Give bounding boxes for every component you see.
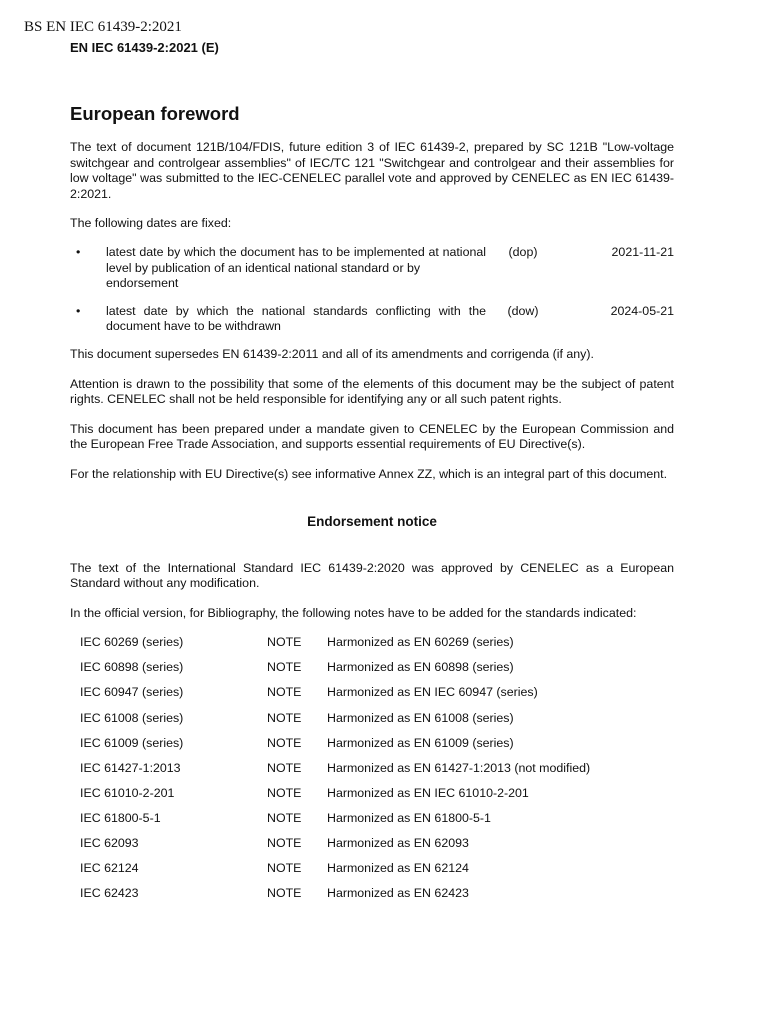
standard-cell: IEC 61009 (series) — [80, 735, 184, 750]
date-code: (dow) — [507, 303, 539, 318]
standard-cell: IEC 61427-1:2013 — [80, 760, 181, 775]
harmonized-cell: Harmonized as EN 61008 (series) — [327, 710, 514, 725]
standard-cell: IEC 60898 (series) — [80, 660, 184, 675]
bibliography-intro-paragraph: In the official version, for Bibliography, the following notes have to be added for the standards indicated: — [70, 605, 637, 620]
harmonized-cell: Harmonized as EN 61009 (series) — [327, 735, 514, 750]
endorsement-title: Endorsement notice — [307, 513, 437, 529]
date-value: 2024-05-21 — [610, 303, 674, 318]
table-row — [80, 685, 667, 710]
date-description-line2: level by publication of an identical national standard or by endorsement — [106, 260, 421, 291]
table-row — [80, 836, 667, 861]
note-label-cell: NOTE — [267, 760, 302, 775]
table-row — [80, 635, 667, 660]
date-item-dop — [70, 245, 674, 292]
harmonized-cell: Harmonized as EN IEC 60947 (series) — [327, 685, 538, 700]
dates-list — [70, 245, 674, 335]
foreword-intro-paragraph: The text of document 121B/104/FDIS, future edition 3 of IEC 61439-2, prepared by SC 121B "Low-voltage switchgear and controlgear assemblies" of IEC/TC 121 "Switchgear and controlgear and their assemblies for low voltage" was submitted to the IEC-CENELEC parallel vote and approved by CENELEC as EN IEC 61439-2:2021. — [70, 140, 674, 201]
harmonized-cell: Harmonized as EN 60898 (series) — [327, 660, 514, 675]
note-label-cell: NOTE — [267, 685, 302, 700]
table-row — [80, 886, 667, 911]
patent-paragraph: Attention is drawn to the possibility that some of the elements of this document may be the subject of patent rights. CENELEC shall not be held responsible for identifying any or all such patent rights. — [70, 376, 674, 407]
harmonized-cell: Harmonized as EN IEC 61010-2-201 — [327, 785, 529, 800]
standard-cell: IEC 62093 — [80, 836, 139, 851]
note-label-cell: NOTE — [267, 886, 302, 901]
note-label-cell: NOTE — [267, 836, 302, 851]
table-row — [80, 786, 667, 811]
relationship-paragraph: For the relationship with EU Directive(s) see informative Annex ZZ, which is an integral part of this document. — [70, 466, 668, 481]
note-label-cell: NOTE — [267, 861, 302, 876]
mandate-paragraph: This document has been prepared under a mandate given to CENELEC by the European Commission and the European Free Trade Association, and supports essential requirements of EU Directive(s). — [70, 421, 674, 452]
date-description-line1: latest date by which the national standards conflicting with the — [106, 303, 486, 318]
table-row — [80, 736, 667, 761]
table-row — [80, 761, 667, 786]
note-label-cell: NOTE — [267, 635, 302, 650]
document-code: EN IEC 61439-2:2021 (E) — [70, 40, 219, 55]
standard-cell: IEC 61800-5-1 — [80, 810, 161, 825]
standard-reference-header: BS EN IEC 61439-2:2021 — [24, 19, 182, 35]
harmonized-cell: Harmonized as EN 62423 — [327, 886, 469, 901]
table-row — [80, 711, 667, 736]
date-description-line2: document have to be withdrawn — [106, 319, 281, 334]
document-body — [70, 102, 674, 911]
bibliography-notes-table — [80, 635, 667, 911]
harmonized-cell: Harmonized as EN 61427-1:2013 (not modified) — [327, 760, 591, 775]
table-row — [80, 660, 667, 685]
note-label-cell: NOTE — [267, 785, 302, 800]
table-row — [80, 811, 667, 836]
harmonized-cell: Harmonized as EN 60269 (series) — [327, 635, 514, 650]
note-label-cell: NOTE — [267, 735, 302, 750]
endorsement-approval-paragraph: The text of the International Standard IEC 61439-2:2020 was approved by CENELEC as a European Standard without any modification. — [70, 560, 674, 591]
bullet-icon: • — [76, 244, 81, 259]
harmonized-cell: Harmonized as EN 62124 — [327, 861, 469, 876]
dates-intro-paragraph: The following dates are fixed: — [70, 216, 232, 231]
standard-cell: IEC 62423 — [80, 886, 139, 901]
standard-cell: IEC 60269 (series) — [80, 635, 184, 650]
date-description — [106, 245, 486, 292]
date-description-line1: latest date by which the document has to be implemented at national — [106, 244, 486, 259]
date-code: (dop) — [508, 244, 538, 259]
standard-cell: IEC 61010-2-201 — [80, 785, 175, 800]
harmonized-cell: Harmonized as EN 61800-5-1 — [327, 810, 491, 825]
note-label-cell: NOTE — [267, 660, 302, 675]
foreword-title: European foreword — [70, 103, 240, 124]
standard-cell: IEC 61008 (series) — [80, 710, 184, 725]
note-label-cell: NOTE — [267, 810, 302, 825]
table-row — [80, 861, 667, 886]
date-item-dow — [70, 304, 674, 335]
date-description — [106, 304, 486, 335]
harmonized-cell: Harmonized as EN 62093 — [327, 836, 469, 851]
bullet-icon: • — [76, 303, 81, 318]
date-value: 2021-11-21 — [611, 244, 674, 259]
standard-cell: IEC 60947 (series) — [80, 685, 184, 700]
note-label-cell: NOTE — [267, 710, 302, 725]
standard-cell: IEC 62124 — [80, 861, 139, 876]
supersedes-paragraph: This document supersedes EN 61439-2:2011 and all of its amendments and corrigenda (if any). — [70, 346, 594, 361]
